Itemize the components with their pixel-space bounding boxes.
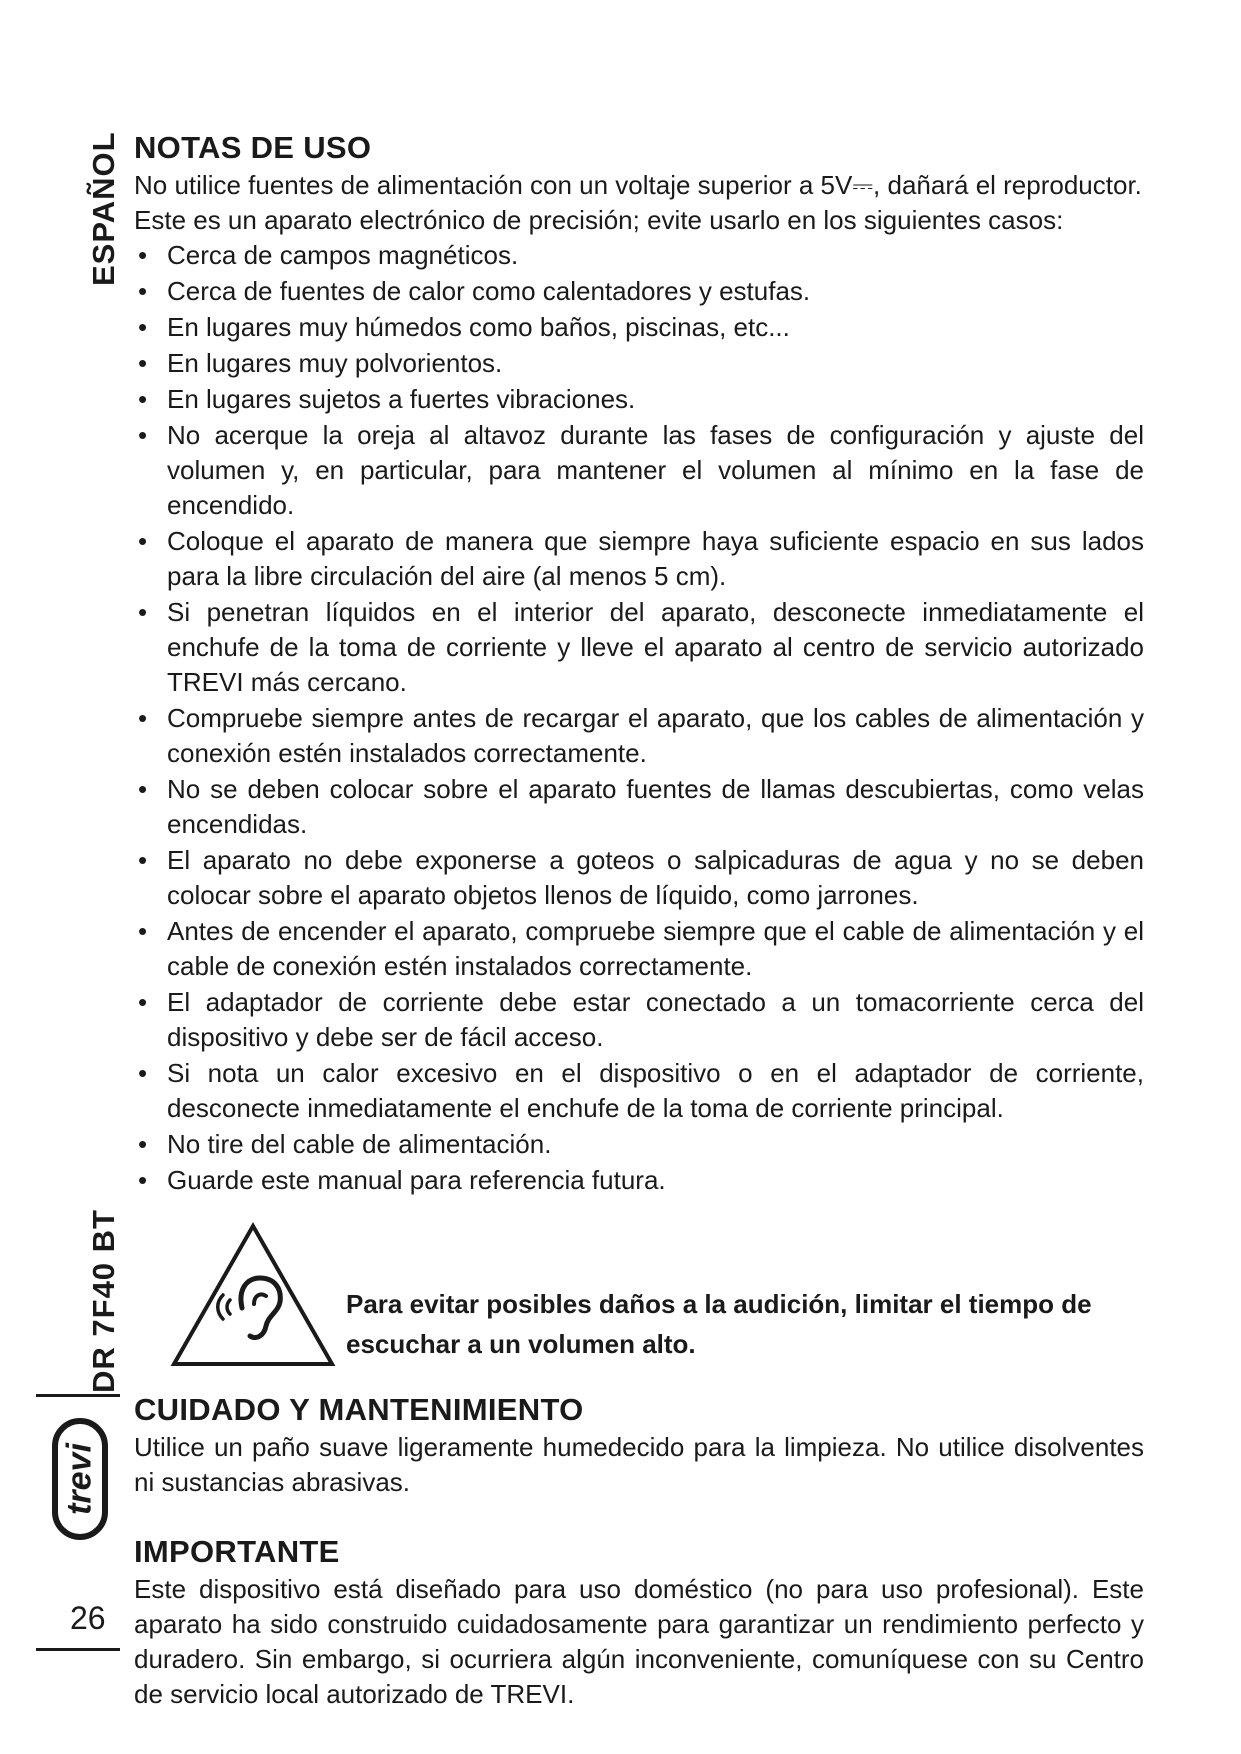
list-item: • No tire del cable de alimentación. (134, 1127, 1144, 1162)
list-item: • Antes de encender el aparato, compruebe siempre que el cable de alimentación y el cable de conexión estén instalados correctamente. (134, 914, 1144, 984)
list-item: • En lugares sujetos a fuertes vibraciones. (134, 382, 1144, 417)
hearing-warning (134, 1220, 1144, 1380)
trevi-logo (52, 1418, 108, 1540)
care-title: CUIDADO Y MANTENIMIENTO (134, 1392, 584, 1427)
important-title: IMPORTANTE (134, 1534, 340, 1569)
sidebar-divider (36, 1394, 120, 1397)
page-number: 26 (70, 1600, 106, 1636)
list-item: • Si nota un calor excesivo en el dispositivo o en el adaptador de corriente, desconecte inmediatamente el enchufe de la toma de corriente principal. (134, 1056, 1144, 1126)
list-item: • Cerca de campos magnéticos. (134, 238, 1144, 273)
language-tab: ESPAÑOL (86, 131, 121, 286)
list-item: • El adaptador de corriente debe estar conectado a un tomacorriente cerca del dispositivo y debe ser de fácil acceso. (134, 985, 1144, 1055)
logo-text: trevi (60, 1443, 99, 1515)
notes-title: NOTAS DE USO (134, 130, 372, 165)
hearing-warning-icon (168, 1220, 338, 1370)
care-text: Utilice un paño suave ligeramente humedecido para la limpieza. No utilice disolventes ni sustancias abrasivas. (134, 1432, 1144, 1497)
list-item: • No se deben colocar sobre el aparato fuentes de llamas descubiertas, como velas encendidas. (134, 772, 1144, 842)
notes-intro-voltage: No utilice fuentes de alimentación con un voltaje superior a 5V⎓, dañará el reproductor. (134, 170, 1142, 200)
list-item: • Cerca de fuentes de calor como calentadores y estufas. (134, 274, 1144, 309)
list-item: • No acerque la oreja al altavoz durante las fases de configuración y ajuste del volumen y, en particular, para mantener el volumen al mínimo en la fase de encendido. (134, 418, 1144, 523)
model-name: DR 7F40 BT (86, 1209, 121, 1393)
important-text: Este dispositivo está diseñado para uso doméstico (no para uso profesional). Este aparato ha sido construido cuidadosamente para garantizar un rendimiento perfecto y duradero. Sin embargo, si ocurriera algún inconveniente, comuníquese con su Centro de servicio local autorizado de TREVI. (134, 1574, 1144, 1709)
hearing-warning-text: Para evitar posibles daños a la audición, limitar el tiempo de escuchar a un volumen alto. (346, 1289, 1092, 1359)
list-item: • En lugares muy húmedos como baños, piscinas, etc... (134, 310, 1144, 345)
page-number-rule (36, 1648, 120, 1651)
notes-intro-precision: Este es un aparato electrónico de precisión; evite usarlo en los siguientes casos: (134, 205, 1064, 235)
list-item: • Guarde este manual para referencia futura. (134, 1163, 1144, 1198)
important-section (134, 1532, 1144, 1712)
care-section (134, 1390, 1144, 1500)
notes-list (134, 238, 1144, 1198)
list-item: • Si penetran líquidos en el interior del aparato, desconecte inmediatamente el enchufe de la toma de corriente y lleve el aparato al centro de servicio autorizado TREVI más cercano. (134, 595, 1144, 700)
list-item: • En lugares muy polvorientos. (134, 346, 1144, 381)
list-item: • Coloque el aparato de manera que siempre haya suficiente espacio en sus lados para la libre circulación del aire (al menos 5 cm). (134, 524, 1144, 594)
list-item: • El aparato no debe exponerse a goteos o salpicaduras de agua y no se deben colocar sobre el aparato objetos llenos de líquido, como jarrones. (134, 843, 1144, 913)
list-item: • Compruebe siempre antes de recargar el aparato, que los cables de alimentación y conexión estén instalados correctamente. (134, 701, 1144, 771)
main-content (134, 128, 1144, 1712)
